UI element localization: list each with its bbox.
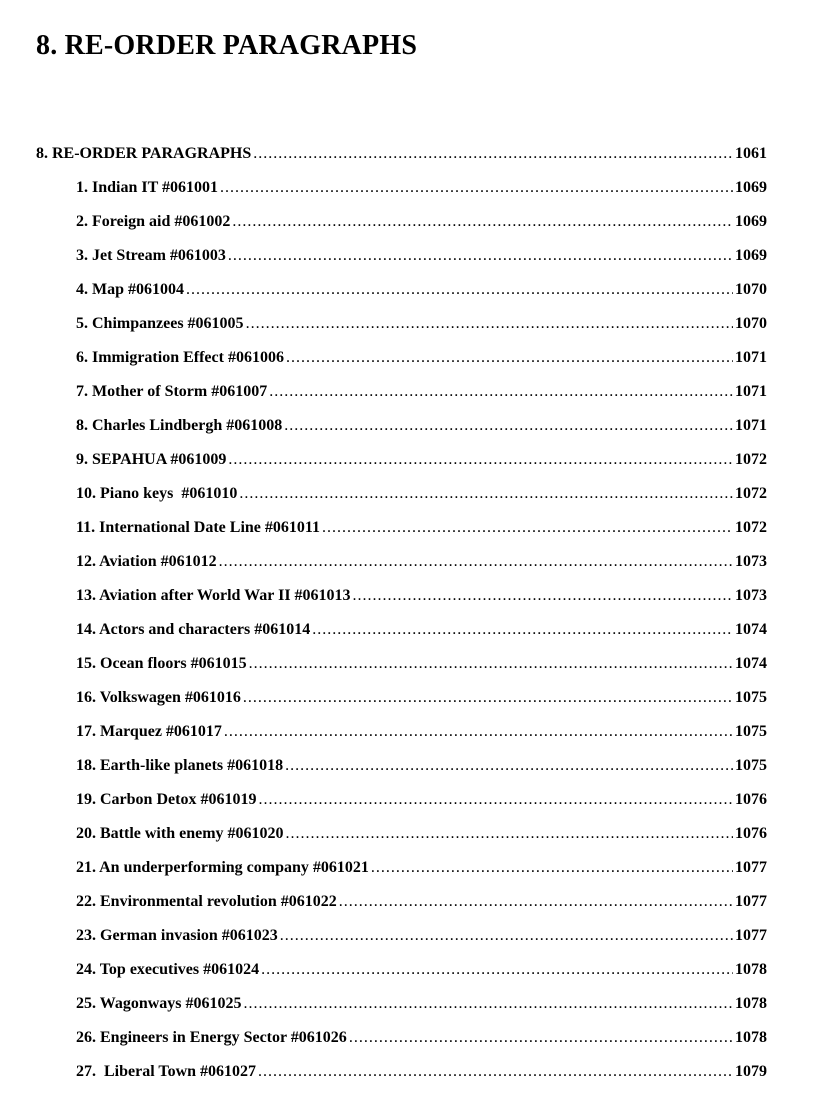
toc-entry-label: 15. Ocean floors #061015 xyxy=(76,655,247,672)
toc-section-page-number: 1061 xyxy=(735,145,767,162)
toc-entry-label: 7. Mother of Storm #061007 xyxy=(76,383,268,400)
toc-dot-leader xyxy=(249,653,733,675)
toc-entry[interactable] xyxy=(36,687,767,721)
toc-entry-label: 20. Battle with enemy #061020 xyxy=(76,825,284,842)
toc-entry-label: 6. Immigration Effect #061006 xyxy=(76,349,284,366)
toc-entry-page-number: 1076 xyxy=(735,825,767,842)
toc-entry-label: 21. An underperforming company #061021 xyxy=(76,859,369,876)
toc-entry[interactable] xyxy=(36,959,767,993)
toc-dot-leader xyxy=(280,925,733,947)
toc-entry-page-number: 1074 xyxy=(735,621,767,638)
toc-entry-label: 8. Charles Lindbergh #061008 xyxy=(76,417,283,434)
toc-entry-label: 9. SEPAHUA #061009 xyxy=(76,451,227,468)
toc-dot-leader xyxy=(219,551,733,573)
toc-entry-page-number: 1078 xyxy=(735,1029,767,1046)
toc-dot-leader xyxy=(285,755,733,777)
toc-entry-page-number: 1075 xyxy=(735,689,767,706)
toc-dot-leader xyxy=(220,177,733,199)
toc-dot-leader xyxy=(258,1061,733,1083)
toc-dot-leader xyxy=(186,279,733,301)
toc-entry[interactable] xyxy=(36,619,767,653)
toc-entry-label: 14. Actors and characters #061014 xyxy=(76,621,311,638)
toc-dot-leader xyxy=(269,381,733,403)
toc-entry[interactable] xyxy=(36,483,767,517)
toc-entry-label: 10. Piano keys #061010 xyxy=(76,485,238,502)
toc-entry-page-number: 1069 xyxy=(735,247,767,264)
toc-entry-page-number: 1071 xyxy=(735,383,767,400)
toc-entry-page-number: 1074 xyxy=(735,655,767,672)
toc-entry[interactable] xyxy=(36,517,767,551)
toc-dot-leader xyxy=(246,313,733,335)
toc-entry-label: 1. Indian IT #061001 xyxy=(76,179,218,196)
toc-dot-leader xyxy=(243,687,733,709)
toc-entry-page-number: 1075 xyxy=(735,757,767,774)
toc-entry-label: 16. Volkswagen #061016 xyxy=(76,689,241,706)
toc-entry-page-number: 1070 xyxy=(735,281,767,298)
toc-entry-page-number: 1069 xyxy=(735,179,767,196)
toc-entry-page-number: 1069 xyxy=(735,213,767,230)
toc-entry[interactable] xyxy=(36,789,767,823)
toc-entry-page-number: 1072 xyxy=(735,451,767,468)
toc-entry-label: 22. Environmental revolution #061022 xyxy=(76,893,337,910)
toc-dot-leader xyxy=(228,245,733,267)
toc-entry-page-number: 1072 xyxy=(735,485,767,502)
toc-entry-label: 19. Carbon Detox #061019 xyxy=(76,791,257,808)
toc-entry[interactable] xyxy=(36,585,767,619)
toc-entry-page-number: 1071 xyxy=(735,349,767,366)
toc-entry-label: 24. Top executives #061024 xyxy=(76,961,260,978)
toc-entry-label: 3. Jet Stream #061003 xyxy=(76,247,226,264)
toc-dot-leader xyxy=(261,959,733,981)
toc-entry[interactable] xyxy=(36,551,767,585)
toc-entry[interactable] xyxy=(36,1027,767,1061)
toc-entry-page-number: 1070 xyxy=(735,315,767,332)
toc-entry-page-number: 1078 xyxy=(735,961,767,978)
toc-entry-label: 4. Map #061004 xyxy=(76,281,184,298)
toc-entry-page-number: 1076 xyxy=(735,791,767,808)
toc-entry-page-number: 1078 xyxy=(735,995,767,1012)
toc-entry[interactable] xyxy=(36,925,767,959)
toc-entry-label: 27. Liberal Town #061027 xyxy=(76,1063,257,1080)
page-title: 8. RE-ORDER PARAGRAPHS xyxy=(36,30,418,61)
toc-entry-label: 25. Wagonways #061025 xyxy=(76,995,242,1012)
toc-dot-leader xyxy=(284,415,733,437)
toc-dot-leader xyxy=(353,585,733,607)
toc-entry[interactable] xyxy=(36,823,767,857)
toc-entry-label: 13. Aviation after World War II #061013 xyxy=(76,587,351,604)
toc-entry-label: 12. Aviation #061012 xyxy=(76,553,217,570)
toc-entry[interactable] xyxy=(36,347,767,381)
toc-dot-leader xyxy=(286,823,733,845)
toc-dot-leader xyxy=(244,993,733,1015)
toc-dot-leader xyxy=(371,857,733,879)
toc-dot-leader xyxy=(339,891,733,913)
toc-entry-label: 17. Marquez #061017 xyxy=(76,723,222,740)
toc-entry[interactable] xyxy=(36,177,767,211)
toc-entry-page-number: 1073 xyxy=(735,587,767,604)
toc-dot-leader xyxy=(232,211,733,233)
toc-entry[interactable] xyxy=(36,245,767,279)
toc-entry[interactable] xyxy=(36,857,767,891)
toc-entry-page-number: 1077 xyxy=(735,859,767,876)
toc-entry[interactable] xyxy=(36,653,767,687)
toc-entry[interactable] xyxy=(36,415,767,449)
toc-entry-label: 5. Chimpanzees #061005 xyxy=(76,315,244,332)
toc-entry-page-number: 1075 xyxy=(735,723,767,740)
toc-entry-page-number: 1077 xyxy=(735,893,767,910)
toc-dot-leader xyxy=(286,347,733,369)
toc-entry[interactable] xyxy=(36,211,767,245)
toc-entry-page-number: 1079 xyxy=(735,1063,767,1080)
toc-section-label: 8. RE-ORDER PARAGRAPHS xyxy=(36,145,252,162)
toc-entry-page-number: 1072 xyxy=(735,519,767,536)
toc-dot-leader xyxy=(349,1027,733,1049)
toc-entry-page-number: 1073 xyxy=(735,553,767,570)
toc-entry[interactable] xyxy=(36,1061,767,1095)
toc-entry-label: 26. Engineers in Energy Sector #061026 xyxy=(76,1029,347,1046)
toc-dot-leader xyxy=(253,143,733,165)
toc-section-entry[interactable] xyxy=(36,143,767,177)
toc-dot-leader xyxy=(239,483,733,505)
toc-entry[interactable] xyxy=(36,449,767,483)
toc-entry[interactable] xyxy=(36,279,767,313)
toc-dot-leader xyxy=(322,517,733,539)
toc-dot-leader xyxy=(258,789,733,811)
toc-entry-page-number: 1077 xyxy=(735,927,767,944)
toc-entry[interactable] xyxy=(36,993,767,1027)
toc-entry-label: 11. International Date Line #061011 xyxy=(76,519,321,536)
table-of-contents xyxy=(36,143,767,1095)
toc-dot-leader xyxy=(312,619,733,641)
toc-dot-leader xyxy=(224,721,733,743)
toc-entry-label: 2. Foreign aid #061002 xyxy=(76,213,231,230)
toc-entry-label: 18. Earth-like planets #061018 xyxy=(76,757,284,774)
toc-entry[interactable] xyxy=(36,891,767,925)
toc-entry[interactable] xyxy=(36,313,767,347)
toc-dot-leader xyxy=(228,449,733,471)
toc-entry-label: 23. German invasion #061023 xyxy=(76,927,278,944)
toc-entry-page-number: 1071 xyxy=(735,417,767,434)
toc-entry[interactable] xyxy=(36,755,767,789)
toc-entry[interactable] xyxy=(36,381,767,415)
toc-entry[interactable] xyxy=(36,721,767,755)
